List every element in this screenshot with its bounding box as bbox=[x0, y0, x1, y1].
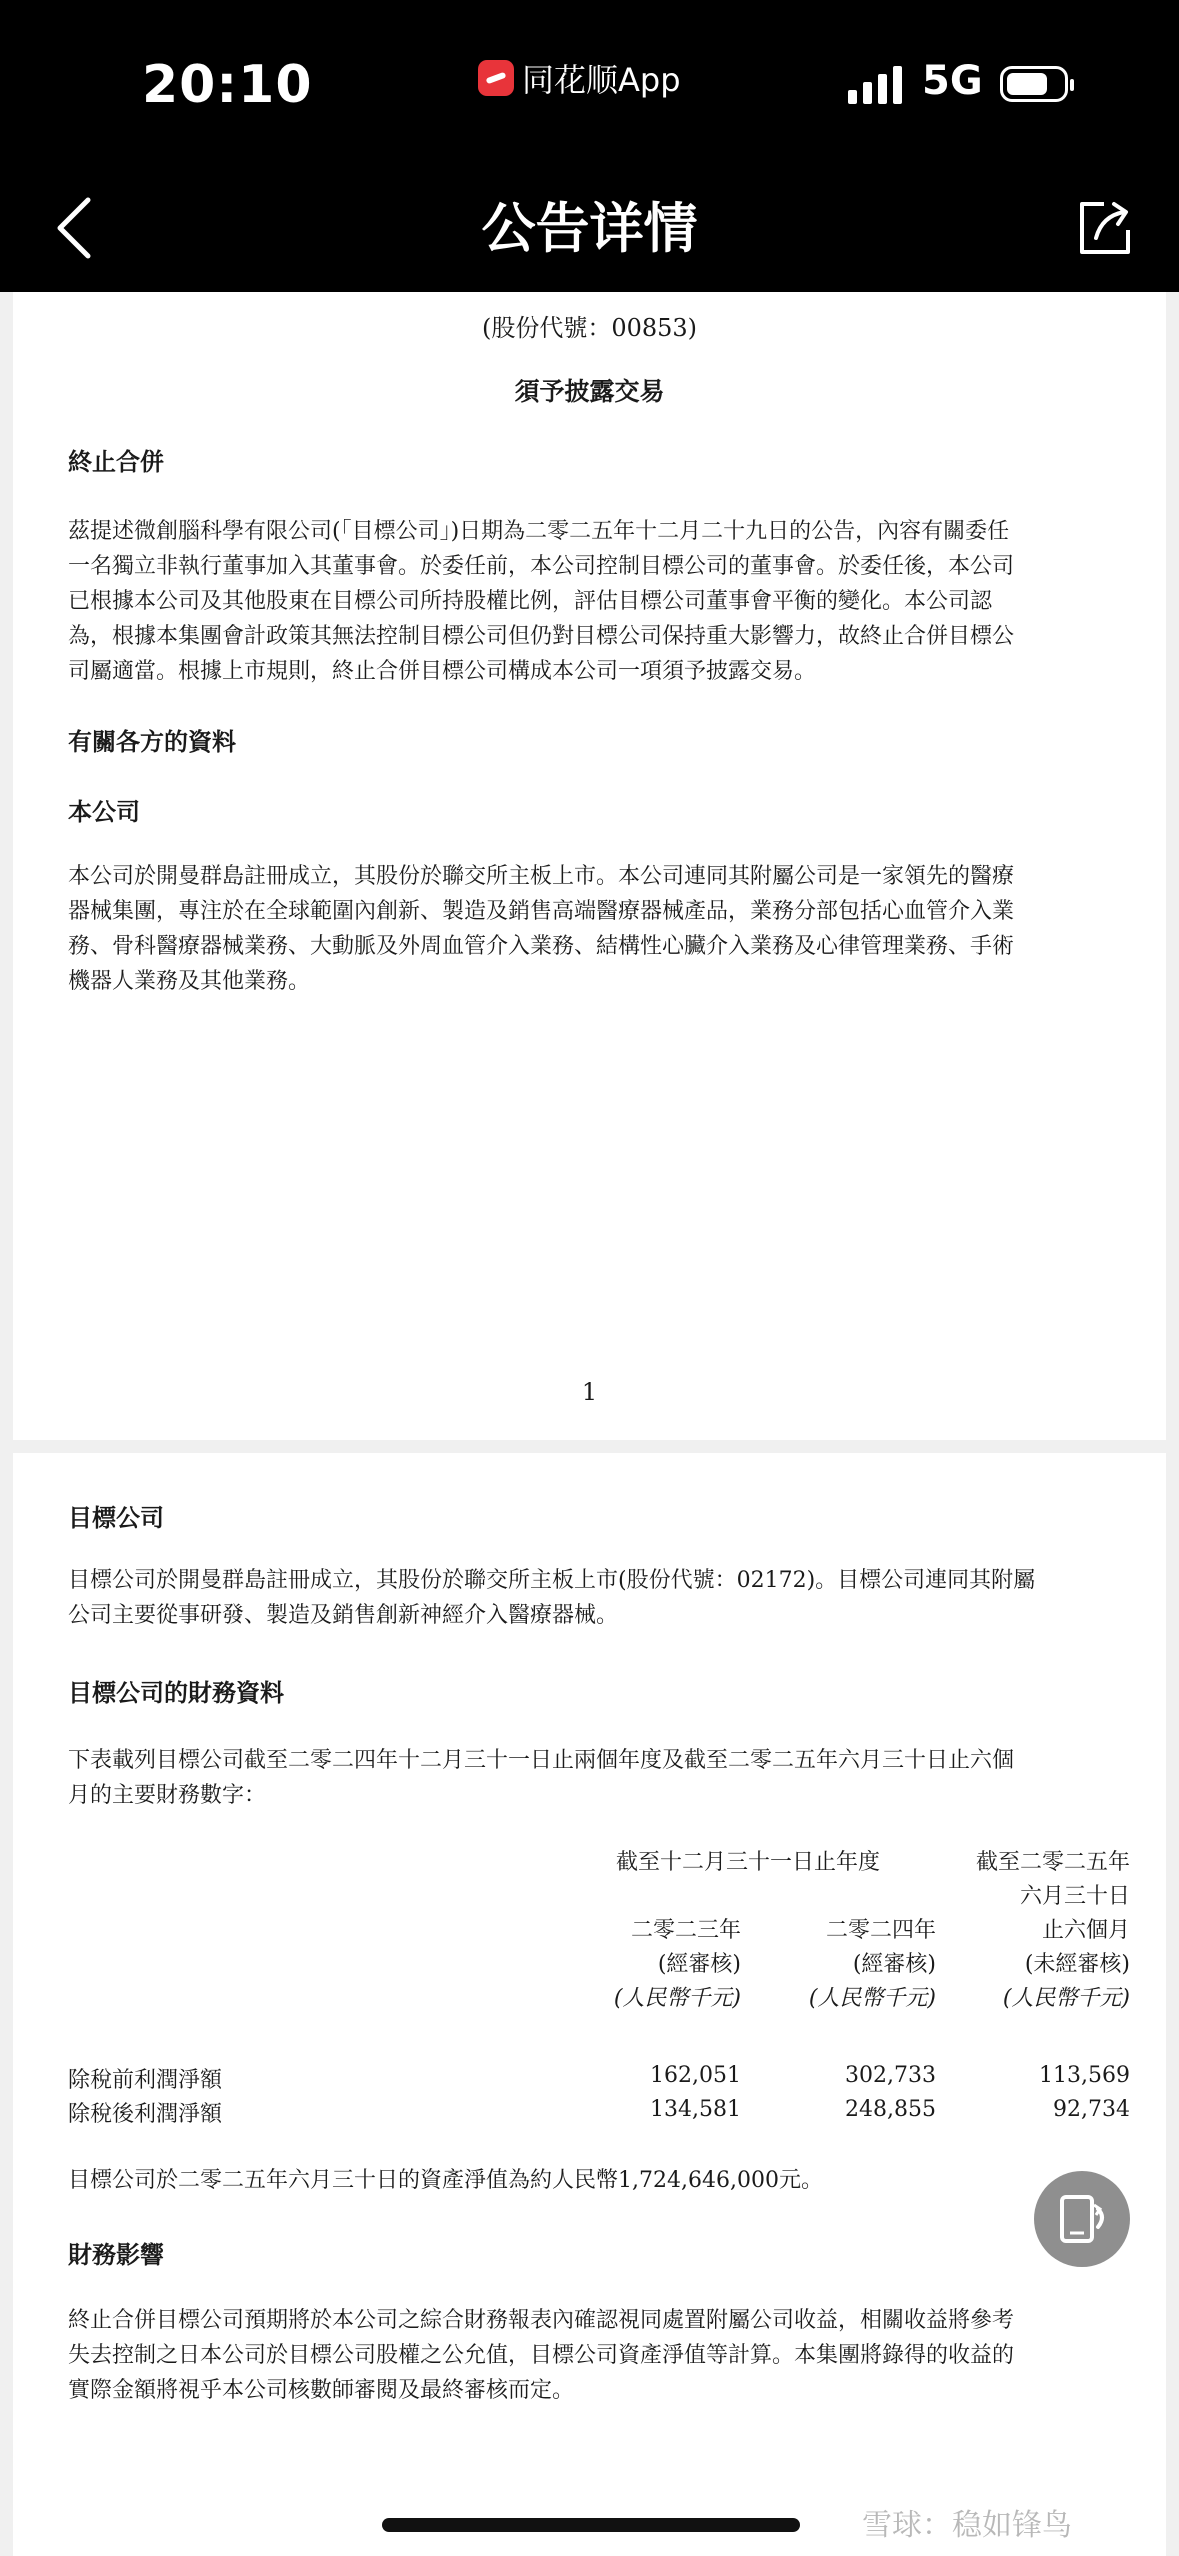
section-termination-body bbox=[68, 514, 1128, 689]
app-logo-icon bbox=[478, 60, 514, 96]
text-line: 實際金額將視乎本公司核數師審閱及最終審核而定。 bbox=[68, 2378, 575, 2403]
status-time: 20:10 bbox=[142, 55, 313, 115]
page-number: 1 bbox=[581, 1378, 598, 1406]
table-col3-header-line: 截至二零二五年 bbox=[975, 1850, 1130, 1875]
table-col2-unit: (人民幣千元) bbox=[808, 1986, 936, 2011]
section-heading-parties: 有關各方的資料 bbox=[68, 728, 236, 756]
page-title: 公告详情 bbox=[481, 197, 698, 260]
table-col1-audited: (經審核) bbox=[657, 1952, 741, 1977]
document-page-1 bbox=[13, 292, 1166, 1440]
text-line: 司屬適當。根據上市規則，終止合併目標公司構成本公司一項須予披露交易。 bbox=[68, 659, 817, 684]
watermark: 雪球：稳如锋鸟 bbox=[862, 2508, 1072, 2543]
battery-icon bbox=[1000, 66, 1068, 102]
section-heading-termination: 終止合併 bbox=[68, 448, 164, 476]
subheading-company: 本公司 bbox=[68, 798, 140, 826]
top-bar bbox=[0, 0, 1179, 292]
row-value: 248,855 bbox=[845, 2097, 936, 2122]
table-col1-unit: (人民幣千元) bbox=[613, 1986, 741, 2011]
row-value: 92,734 bbox=[1053, 2097, 1130, 2122]
text-line: 終止合併目標公司預期將於本公司之綜合財務報表內確認視同處置附屬公司收益，相關收益將參考 bbox=[68, 2308, 1015, 2333]
app-name: 同花顺App bbox=[522, 61, 681, 99]
table-group-header: 截至十二月三十一日止年度 bbox=[615, 1850, 880, 1875]
target-body bbox=[68, 1563, 1128, 1633]
table-col2-year: 二零二四年 bbox=[825, 1918, 936, 1943]
section-heading-impact: 財務影響 bbox=[68, 2241, 164, 2269]
switch-view-icon bbox=[1034, 2171, 1130, 2267]
subheading-target: 目標公司 bbox=[68, 1504, 164, 1532]
table-col2-audited: (經審核) bbox=[852, 1952, 936, 1977]
text-line: 一名獨立非執行董事加入其董事會。於委任前，本公司控制目標公司的董事會。於委任後，本公司 bbox=[68, 554, 1015, 579]
section-heading-financials: 目標公司的財務資料 bbox=[68, 1679, 284, 1707]
text-line: 目標公司於開曼群島註冊成立，其股份於聯交所主板上市(股份代號：02172)。目標公司連同其附屬 bbox=[68, 1568, 1036, 1593]
signal-icon bbox=[848, 62, 902, 104]
row-value: 134,581 bbox=[650, 2097, 741, 2122]
text-line: 務、骨科醫療器械業務、大動脈及外周血管介入業務、結構性心臟介入業務及心律管理業務、手術 bbox=[68, 934, 1015, 959]
document-page-2 bbox=[13, 1453, 1166, 2556]
financials-intro bbox=[68, 1743, 1128, 1813]
table-col1-year: 二零二三年 bbox=[630, 1918, 741, 1943]
share-icon[interactable] bbox=[1074, 196, 1136, 258]
table-col3-header-line: 止六個月 bbox=[1041, 1918, 1130, 1943]
text-line: 本公司於開曼群島註冊成立，其股份於聯交所主板上市。本公司連同其附屬公司是一家領先的醫療 bbox=[68, 864, 1015, 889]
floating-switch-button[interactable] bbox=[1034, 2171, 1130, 2267]
announcement-title: 須予披露交易 bbox=[514, 377, 665, 406]
table-col3-header-line: 六月三十日 bbox=[1019, 1884, 1130, 1909]
text-line: 機器人業務及其他業務。 bbox=[68, 969, 311, 994]
text-line: 已根據本公司及其他股東在目標公司所持股權比例，評估目標公司董事會平衡的變化。本公司認 bbox=[68, 589, 993, 614]
network-type: 5G bbox=[922, 58, 983, 104]
text-line: 下表載列目標公司截至二零二四年十二月三十一日止兩個年度及截至二零二五年六月三十日止六個 bbox=[68, 1748, 1015, 1773]
text-line: 茲提述微創腦科學有限公司(「目標公司」)日期為二零二五年十二月二十九日的公告，內容有關委任 bbox=[68, 519, 1010, 544]
text-line: 器械集團，專注於在全球範圍內創新、製造及銷售高端醫療器械產品，業務分部包括心血管介入業 bbox=[68, 899, 1015, 924]
back-to-app-pill[interactable] bbox=[478, 55, 681, 101]
row-label: 除稅前利潤淨額 bbox=[68, 2068, 223, 2093]
text-line: 公司主要從事研發、製造及銷售創新神經介入醫療器械。 bbox=[68, 1603, 619, 1628]
home-indicator[interactable] bbox=[382, 2518, 800, 2532]
table-col3-unit: (人民幣千元) bbox=[1002, 1986, 1130, 2011]
row-value: 113,569 bbox=[1039, 2063, 1130, 2088]
text-line: 為，根據本集團會計政策其無法控制目標公司但仍對目標公司保持重大影響力，故終止合併目標公 bbox=[68, 624, 1015, 649]
impact-body bbox=[68, 2303, 1128, 2408]
row-label: 除稅後利潤淨額 bbox=[68, 2102, 223, 2127]
text-line: 月的主要財務數字： bbox=[68, 1783, 267, 1808]
net-asset-statement: 目標公司於二零二五年六月三十日的資產淨值為約人民幣1,724,646,000元。 bbox=[68, 2168, 823, 2193]
row-value: 162,051 bbox=[650, 2063, 741, 2088]
stock-code-line: (股份代號：00853) bbox=[481, 314, 698, 342]
section-company-body bbox=[68, 859, 1128, 999]
table-col3-unaudited: (未經審核) bbox=[1024, 1952, 1130, 1977]
text-line: 失去控制之日本公司於目標公司股權之公允值，目標公司資產淨值等計算。本集團將錄得的收益的 bbox=[68, 2343, 1015, 2368]
row-value: 302,733 bbox=[845, 2063, 936, 2088]
